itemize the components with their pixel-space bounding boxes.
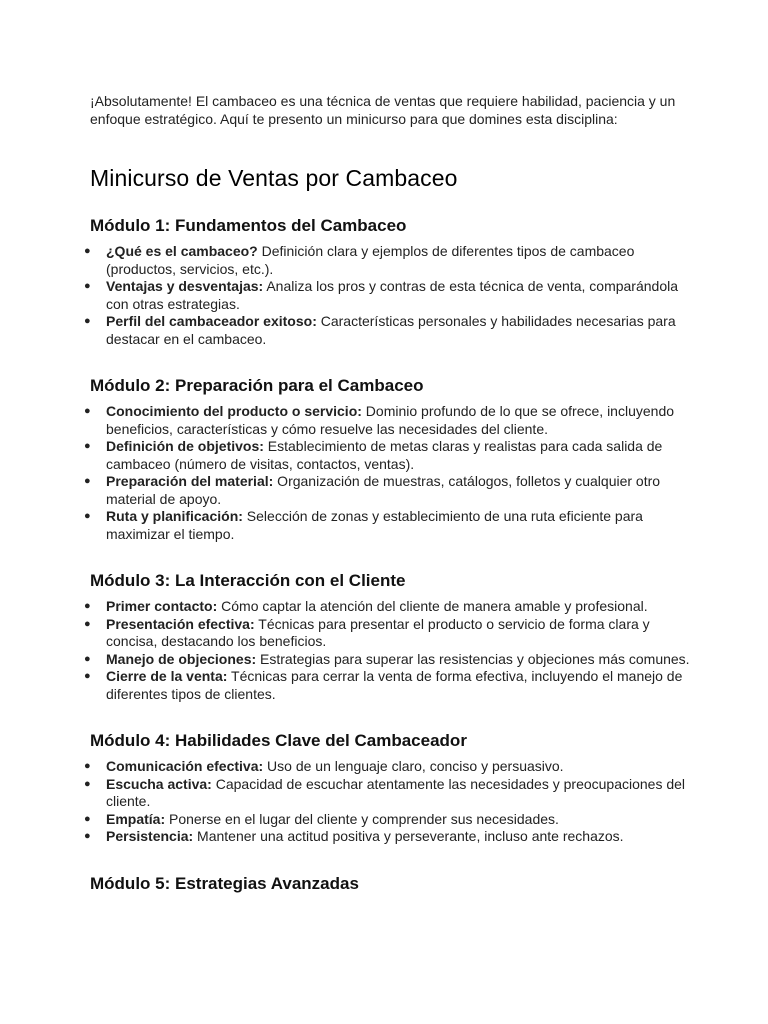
module-section <box>90 873 690 895</box>
list-item <box>84 508 690 543</box>
module-heading: Módulo 3: La Interacción con el Cliente <box>90 571 406 590</box>
module-bullet-list <box>84 598 690 703</box>
list-item <box>84 650 690 669</box>
item-text: Organización de muestras, catálogos, folletos y cualquier otro material de apoyo. <box>106 473 661 507</box>
page-title: Minicurso de Ventas por Cambaceo <box>90 165 458 191</box>
bullet-icon: ● <box>84 475 91 487</box>
bullet-icon: ● <box>84 510 91 522</box>
module-bullet-list <box>84 403 690 543</box>
item-term: Comunicación efectiva: <box>106 758 264 774</box>
item-term: Persistencia: <box>106 828 194 844</box>
module-bullet-list <box>84 243 690 348</box>
item-text: Técnicas para presentar el producto o servicio de forma clara y concisa, destacando los beneficios. <box>106 615 650 649</box>
item-text: Características personales y habilidades necesarias para destacar en el cambaceo. <box>106 313 676 347</box>
item-text: Dominio profundo de lo que se ofrece, incluyendo beneficios, características y cómo resuelve las necesidades del cliente. <box>106 403 675 437</box>
bullet-icon: ● <box>84 652 91 665</box>
list-item <box>84 243 690 278</box>
item-term: Cierre de la venta: <box>106 668 228 684</box>
item-term: Manejo de objeciones: <box>106 650 257 667</box>
list-item <box>84 758 690 776</box>
bullet-icon: ● <box>84 315 91 327</box>
list-item <box>84 438 690 473</box>
bullet-icon: ● <box>84 812 91 825</box>
item-text: Ponerse en el lugar del cliente y comprender sus necesidades. <box>165 810 559 827</box>
bullet-icon: ● <box>84 280 91 292</box>
item-text: Cómo captar la atención del cliente de manera amable y profesional. <box>217 598 648 614</box>
bullet-icon: ● <box>84 670 91 682</box>
item-term: Presentación efectiva: <box>106 615 255 632</box>
item-text: Definición clara y ejemplos de diferentes tipos de cambaceo (productos, servicios, etc.). <box>106 243 635 277</box>
list-item <box>84 775 690 811</box>
list-item <box>84 810 690 829</box>
item-text: Uso de un lenguaje claro, conciso y persuasivo. <box>263 758 564 774</box>
item-text: Capacidad de escuchar atentamente las necesidades y preocupaciones del cliente. <box>106 775 686 809</box>
item-term: Preparación del material: <box>106 473 274 489</box>
bullet-icon: ● <box>84 600 91 612</box>
item-text: Analiza los pros y contras de esta técnica de venta, comparándola con otras estrategias. <box>106 278 679 312</box>
list-item <box>84 828 690 846</box>
bullet-icon: ● <box>84 405 91 417</box>
item-text: Estrategias para superar las resistencias y objeciones más comunes. <box>256 650 690 667</box>
item-term: Ventajas y desventajas: <box>106 278 264 294</box>
list-item <box>84 473 690 508</box>
module-section <box>84 570 690 703</box>
item-text: Selección de zonas y establecimiento de una ruta eficiente para maximizar el tiempo. <box>106 508 643 542</box>
intro-paragraph: ¡Absolutamente! El cambaceo es una técnica de ventas que requiere habilidad, paciencia y un enfoque estratégico. Aquí te presento un minicurso para que domines esta disciplina: <box>90 93 676 127</box>
module-heading: Módulo 1: Fundamentos del Cambaceo <box>90 216 407 235</box>
module-section <box>84 730 690 846</box>
list-item <box>84 403 690 438</box>
item-term: Definición de objetivos: <box>106 438 264 454</box>
list-item <box>84 598 690 616</box>
item-term: Perfil del cambaceador exitoso: <box>106 313 317 329</box>
item-term: Conocimiento del producto o servicio: <box>106 403 362 419</box>
list-item <box>84 668 690 703</box>
module-heading: Módulo 4: Habilidades Clave del Cambaceador <box>90 731 467 750</box>
list-item <box>84 615 690 651</box>
bullet-icon: ● <box>84 617 91 630</box>
module-heading: Módulo 2: Preparación para el Cambaceo <box>90 376 424 395</box>
item-text: Establecimiento de metas claras y realistas para cada salida de cambaceo (número de visitas, contactos, ventas). <box>106 438 663 472</box>
list-item <box>84 278 690 313</box>
module-section <box>84 375 690 543</box>
bullet-icon: ● <box>84 245 91 257</box>
item-term: ¿Qué es el cambaceo? <box>106 243 258 259</box>
item-text: Mantener una actitud positiva y perseverante, incluso ante rechazos. <box>193 828 624 844</box>
bullet-icon: ● <box>84 440 91 452</box>
document-page <box>84 92 690 895</box>
item-term: Ruta y planificación: <box>106 508 243 524</box>
bullet-icon: ● <box>84 760 91 772</box>
bullet-icon: ● <box>84 830 91 842</box>
item-text: Técnicas para cerrar la venta de forma efectiva, incluyendo el manejo de diferentes tipos de clientes. <box>106 668 683 702</box>
module-section <box>84 215 690 348</box>
bullet-icon: ● <box>84 777 91 790</box>
module-heading: Módulo 5: Estrategias Avanzadas <box>90 873 359 893</box>
item-term: Empatía: <box>106 810 166 827</box>
module-bullet-list <box>84 758 690 846</box>
list-item <box>84 313 690 348</box>
item-term: Primer contacto: <box>106 598 218 614</box>
item-term: Escucha activa: <box>106 775 212 792</box>
